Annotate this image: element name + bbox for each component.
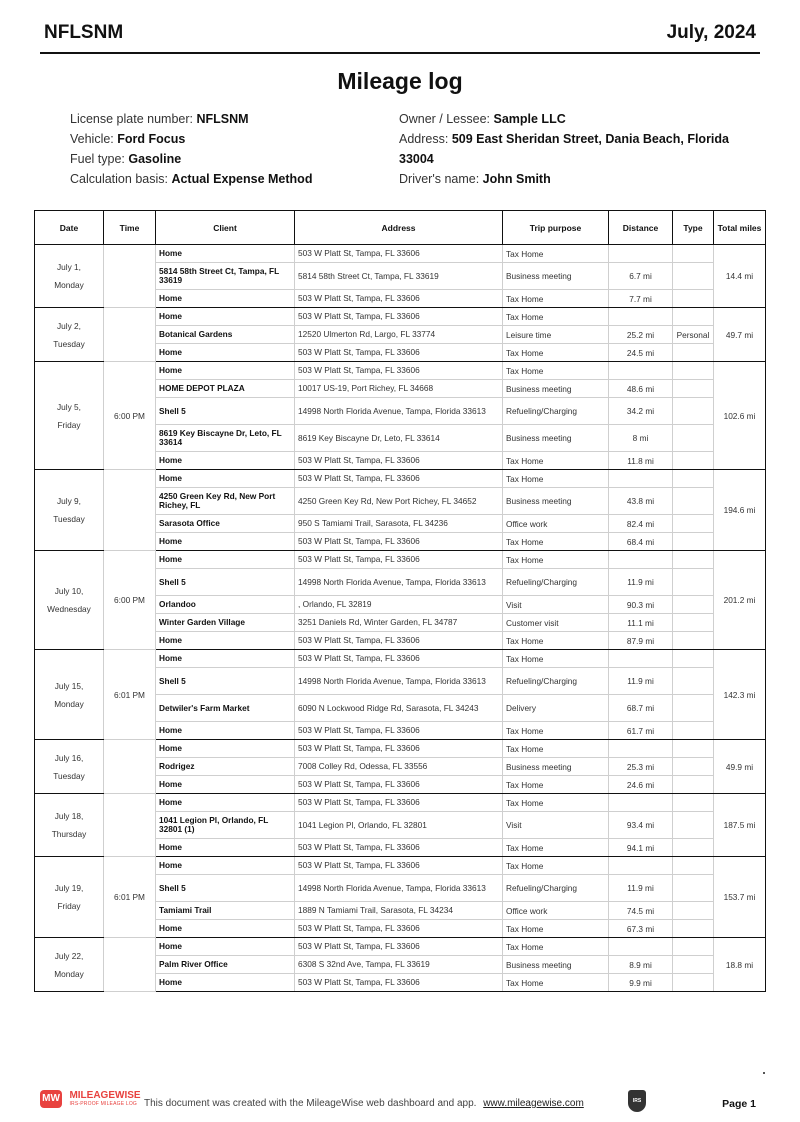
purpose-cell: Tax Home bbox=[503, 650, 609, 668]
type-cell bbox=[673, 425, 714, 452]
type-cell bbox=[673, 614, 714, 632]
client-cell: Home bbox=[156, 722, 295, 740]
distance-cell: 7.7 mi bbox=[609, 290, 673, 308]
purpose-cell: Visit bbox=[503, 596, 609, 614]
address-cell: 503 W Platt St, Tampa, FL 33606 bbox=[295, 632, 503, 650]
info-label: Calculation basis: bbox=[70, 172, 172, 186]
info-value: NFLSNM bbox=[196, 112, 249, 126]
distance-cell bbox=[609, 740, 673, 758]
client-cell: Home bbox=[156, 344, 295, 362]
address-cell: 950 S Tamiami Trail, Sarasota, FL 34236 bbox=[295, 515, 503, 533]
client-cell: 5814 58th Street Ct, Tampa, FL 33619 bbox=[156, 263, 295, 290]
client-cell: Botanical Gardens bbox=[156, 326, 295, 344]
distance-cell bbox=[609, 362, 673, 380]
time-cell bbox=[104, 308, 156, 362]
client-cell: Orlandoo bbox=[156, 596, 295, 614]
distance-cell: 67.3 mi bbox=[609, 920, 673, 938]
distance-cell bbox=[609, 551, 673, 569]
client-cell: Home bbox=[156, 920, 295, 938]
distance-cell: 61.7 mi bbox=[609, 722, 673, 740]
purpose-cell: Delivery bbox=[503, 695, 609, 722]
address-cell: 503 W Platt St, Tampa, FL 33606 bbox=[295, 776, 503, 794]
weekday-label: Tuesday bbox=[53, 770, 85, 781]
distance-cell: 68.7 mi bbox=[609, 695, 673, 722]
table-row bbox=[35, 362, 766, 380]
info-label: Vehicle: bbox=[70, 132, 118, 146]
client-cell: Detwiler's Farm Market bbox=[156, 695, 295, 722]
info-line bbox=[399, 129, 739, 169]
address-cell: 503 W Platt St, Tampa, FL 33606 bbox=[295, 857, 503, 875]
info-value: Sample LLC bbox=[493, 112, 566, 126]
footer-link[interactable]: www.mileagewise.com bbox=[483, 1098, 584, 1109]
distance-cell: 6.7 mi bbox=[609, 263, 673, 290]
col-address: Address bbox=[295, 211, 503, 245]
date-label: July 2, bbox=[57, 320, 81, 331]
address-cell: 14998 North Florida Avenue, Tampa, Florida 33613 bbox=[295, 398, 503, 425]
type-cell bbox=[673, 551, 714, 569]
purpose-cell: Tax Home bbox=[503, 290, 609, 308]
type-cell bbox=[673, 380, 714, 398]
date-cell bbox=[35, 470, 104, 551]
address-cell: 503 W Platt St, Tampa, FL 33606 bbox=[295, 362, 503, 380]
info-left-block bbox=[70, 109, 390, 189]
distance-cell: 11.8 mi bbox=[609, 452, 673, 470]
info-right-block bbox=[399, 109, 739, 189]
client-cell: Palm River Office bbox=[156, 956, 295, 974]
distance-cell: 87.9 mi bbox=[609, 632, 673, 650]
type-cell bbox=[673, 794, 714, 812]
type-cell bbox=[673, 920, 714, 938]
client-cell: Home bbox=[156, 290, 295, 308]
mileagewise-logo-icon: MW bbox=[40, 1090, 62, 1108]
weekday-label: Monday bbox=[54, 698, 84, 709]
distance-cell: 82.4 mi bbox=[609, 515, 673, 533]
distance-cell: 25.2 mi bbox=[609, 326, 673, 344]
client-cell: 1041 Legion Pl, Orlando, FL 32801 (1) bbox=[156, 812, 295, 839]
client-cell: Home bbox=[156, 533, 295, 551]
distance-cell bbox=[609, 470, 673, 488]
page-number: Page 1 bbox=[722, 1098, 756, 1110]
info-line bbox=[70, 149, 390, 169]
table-row bbox=[35, 308, 766, 326]
page-header bbox=[40, 18, 760, 54]
purpose-cell: Tax Home bbox=[503, 722, 609, 740]
type-cell bbox=[673, 488, 714, 515]
logo-tagline: IRS-PROOF MILEAGE LOG bbox=[69, 1100, 137, 1107]
type-cell bbox=[673, 812, 714, 839]
header-plate: NFLSNM bbox=[44, 22, 124, 43]
purpose-cell: Business meeting bbox=[503, 425, 609, 452]
distance-cell: 24.5 mi bbox=[609, 344, 673, 362]
col-trip-purpose: Trip purpose bbox=[503, 211, 609, 245]
footer-note bbox=[144, 1098, 584, 1109]
time-cell: 6:00 PM bbox=[104, 362, 156, 470]
time-cell: 6:01 PM bbox=[104, 650, 156, 740]
address-cell: 1041 Legion Pl, Orlando, FL 32801 bbox=[295, 812, 503, 839]
date-cell bbox=[35, 245, 104, 308]
table-row bbox=[35, 794, 766, 812]
purpose-cell: Tax Home bbox=[503, 470, 609, 488]
purpose-cell: Leisure time bbox=[503, 326, 609, 344]
info-label: Owner / Lessee: bbox=[399, 112, 494, 126]
info-value: 509 East Sheridan Street, Dania Beach, Florida 33004 bbox=[399, 132, 729, 166]
address-cell: 503 W Platt St, Tampa, FL 33606 bbox=[295, 452, 503, 470]
type-cell bbox=[673, 875, 714, 902]
col-client: Client bbox=[156, 211, 295, 245]
client-cell: Shell 5 bbox=[156, 569, 295, 596]
distance-cell: 90.3 mi bbox=[609, 596, 673, 614]
address-cell: 503 W Platt St, Tampa, FL 33606 bbox=[295, 290, 503, 308]
table-row bbox=[35, 740, 766, 758]
purpose-cell: Refueling/Charging bbox=[503, 398, 609, 425]
date-label: July 18, bbox=[54, 811, 84, 821]
table-row bbox=[35, 938, 766, 956]
purpose-cell: Tax Home bbox=[503, 740, 609, 758]
info-value: John Smith bbox=[482, 172, 551, 186]
distance-cell: 8 mi bbox=[609, 425, 673, 452]
address-cell: 14998 North Florida Avenue, Tampa, Florida 33613 bbox=[295, 875, 503, 902]
purpose-cell: Tax Home bbox=[503, 308, 609, 326]
type-cell bbox=[673, 974, 714, 992]
distance-cell bbox=[609, 308, 673, 326]
weekday-label: Friday bbox=[57, 419, 81, 430]
date-cell bbox=[35, 308, 104, 362]
address-cell: 503 W Platt St, Tampa, FL 33606 bbox=[295, 920, 503, 938]
purpose-cell: Office work bbox=[503, 902, 609, 920]
address-cell: 7008 Colley Rd, Odessa, FL 33556 bbox=[295, 758, 503, 776]
date-label: July 16, bbox=[54, 752, 84, 763]
address-cell: 503 W Platt St, Tampa, FL 33606 bbox=[295, 551, 503, 569]
distance-cell: 34.2 mi bbox=[609, 398, 673, 425]
date-label: July 5, bbox=[57, 401, 81, 412]
info-value: Actual Expense Method bbox=[171, 172, 313, 186]
total-miles-cell: 142.3 mi bbox=[714, 650, 766, 740]
client-cell: 8619 Key Biscayne Dr, Leto, FL 33614 bbox=[156, 425, 295, 452]
logo-name: MILEAGEWISE bbox=[69, 1089, 141, 1101]
type-cell bbox=[673, 245, 714, 263]
weekday-label: Friday bbox=[57, 901, 81, 911]
total-miles-cell: 14.4 mi bbox=[714, 245, 766, 308]
total-miles-cell: 102.6 mi bbox=[714, 362, 766, 470]
distance-cell: 94.1 mi bbox=[609, 839, 673, 857]
client-cell: Winter Garden Village bbox=[156, 614, 295, 632]
mileage-table bbox=[34, 210, 766, 992]
address-cell: 503 W Platt St, Tampa, FL 33606 bbox=[295, 740, 503, 758]
time-cell bbox=[104, 794, 156, 857]
col-type: Type bbox=[673, 211, 714, 245]
date-cell bbox=[35, 362, 104, 470]
type-cell bbox=[673, 956, 714, 974]
info-line bbox=[70, 169, 390, 189]
date-cell bbox=[35, 794, 104, 857]
distance-cell: 11.9 mi bbox=[609, 569, 673, 596]
distance-cell: 25.3 mi bbox=[609, 758, 673, 776]
info-label: Fuel type: bbox=[70, 152, 129, 166]
client-cell: Home bbox=[156, 650, 295, 668]
purpose-cell: Office work bbox=[503, 515, 609, 533]
weekday-label: Monday bbox=[54, 280, 84, 290]
client-cell: Rodrigez bbox=[156, 758, 295, 776]
info-line bbox=[399, 169, 739, 189]
address-cell: 503 W Platt St, Tampa, FL 33606 bbox=[295, 245, 503, 263]
purpose-cell: Tax Home bbox=[503, 839, 609, 857]
purpose-cell: Business meeting bbox=[503, 758, 609, 776]
purpose-cell: Business meeting bbox=[503, 380, 609, 398]
client-cell: Tamiami Trail bbox=[156, 902, 295, 920]
purpose-cell: Tax Home bbox=[503, 245, 609, 263]
header-period: July, 2024 bbox=[666, 22, 756, 43]
weekday-label: Monday bbox=[54, 968, 84, 979]
type-cell bbox=[673, 362, 714, 380]
purpose-cell: Tax Home bbox=[503, 920, 609, 938]
document-title: Mileage log bbox=[337, 68, 463, 94]
distance-cell: 93.4 mi bbox=[609, 812, 673, 839]
date-cell bbox=[35, 551, 104, 650]
address-cell: 503 W Platt St, Tampa, FL 33606 bbox=[295, 308, 503, 326]
type-cell bbox=[673, 569, 714, 596]
distance-cell: 8.9 mi bbox=[609, 956, 673, 974]
type-cell bbox=[673, 308, 714, 326]
address-cell: 14998 North Florida Avenue, Tampa, Florida 33613 bbox=[295, 569, 503, 596]
address-cell: 503 W Platt St, Tampa, FL 33606 bbox=[295, 938, 503, 956]
type-cell bbox=[673, 857, 714, 875]
type-cell bbox=[673, 740, 714, 758]
date-label: July 10, bbox=[54, 586, 84, 596]
client-cell: HOME DEPOT PLAZA bbox=[156, 380, 295, 398]
table-row bbox=[35, 857, 766, 875]
date-cell bbox=[35, 938, 104, 992]
type-cell bbox=[673, 938, 714, 956]
client-cell: Home bbox=[156, 632, 295, 650]
date-label: July 19, bbox=[54, 883, 84, 893]
address-cell: 1889 N Tamiami Trail, Sarasota, FL 34234 bbox=[295, 902, 503, 920]
total-miles-cell: 194.6 mi bbox=[714, 470, 766, 551]
distance-cell: 48.6 mi bbox=[609, 380, 673, 398]
type-cell bbox=[673, 344, 714, 362]
type-cell bbox=[673, 533, 714, 551]
date-cell bbox=[35, 857, 104, 938]
date-label: July 15, bbox=[54, 680, 84, 691]
table-row bbox=[35, 470, 766, 488]
date-cell bbox=[35, 650, 104, 740]
distance-cell bbox=[609, 857, 673, 875]
distance-cell bbox=[609, 245, 673, 263]
address-cell: 503 W Platt St, Tampa, FL 33606 bbox=[295, 470, 503, 488]
time-cell bbox=[104, 470, 156, 551]
address-cell: 503 W Platt St, Tampa, FL 33606 bbox=[295, 533, 503, 551]
client-cell: Shell 5 bbox=[156, 398, 295, 425]
table-header-row bbox=[35, 211, 766, 245]
info-label: License plate number: bbox=[70, 112, 197, 126]
purpose-cell: Tax Home bbox=[503, 974, 609, 992]
type-cell bbox=[673, 398, 714, 425]
client-cell: Home bbox=[156, 794, 295, 812]
info-value: Ford Focus bbox=[117, 132, 186, 146]
type-cell bbox=[673, 452, 714, 470]
distance-cell: 74.5 mi bbox=[609, 902, 673, 920]
distance-cell bbox=[609, 794, 673, 812]
table-row bbox=[35, 650, 766, 668]
address-cell: 503 W Platt St, Tampa, FL 33606 bbox=[295, 974, 503, 992]
distance-cell: 11.9 mi bbox=[609, 875, 673, 902]
client-cell: Home bbox=[156, 776, 295, 794]
weekday-label: Wednesday bbox=[47, 604, 91, 614]
time-cell bbox=[104, 938, 156, 992]
table-row bbox=[35, 551, 766, 569]
client-cell: Sarasota Office bbox=[156, 515, 295, 533]
address-cell: 8619 Key Biscayne Dr, Leto, FL 33614 bbox=[295, 425, 503, 452]
col-distance: Distance bbox=[609, 211, 673, 245]
table-row bbox=[35, 245, 766, 263]
col-date: Date bbox=[35, 211, 104, 245]
time-cell bbox=[104, 740, 156, 794]
purpose-cell: Business meeting bbox=[503, 488, 609, 515]
stray-dot bbox=[763, 1072, 765, 1074]
type-cell bbox=[673, 839, 714, 857]
info-line bbox=[70, 129, 390, 149]
total-miles-cell: 49.7 mi bbox=[714, 308, 766, 362]
client-cell: Home bbox=[156, 740, 295, 758]
address-cell: 12520 Ulmerton Rd, Largo, FL 33774 bbox=[295, 326, 503, 344]
type-cell bbox=[673, 290, 714, 308]
type-cell bbox=[673, 515, 714, 533]
footer-note-text: This document was created with the MileageWise web dashboard and app. bbox=[144, 1098, 477, 1109]
client-cell: Shell 5 bbox=[156, 668, 295, 695]
purpose-cell: Tax Home bbox=[503, 551, 609, 569]
type-cell bbox=[673, 650, 714, 668]
client-cell: Home bbox=[156, 362, 295, 380]
time-cell: 6:01 PM bbox=[104, 857, 156, 938]
type-cell bbox=[673, 776, 714, 794]
type-cell: Personal bbox=[673, 326, 714, 344]
address-cell: 5814 58th Street Ct, Tampa, FL 33619 bbox=[295, 263, 503, 290]
purpose-cell: Business meeting bbox=[503, 263, 609, 290]
purpose-cell: Tax Home bbox=[503, 452, 609, 470]
client-cell: Home bbox=[156, 452, 295, 470]
address-cell: 14998 North Florida Avenue, Tampa, Florida 33613 bbox=[295, 668, 503, 695]
col-time: Time bbox=[104, 211, 156, 245]
address-cell: 503 W Platt St, Tampa, FL 33606 bbox=[295, 839, 503, 857]
date-label: July 1, bbox=[57, 262, 81, 272]
purpose-cell: Business meeting bbox=[503, 956, 609, 974]
type-cell bbox=[673, 902, 714, 920]
distance-cell: 9.9 mi bbox=[609, 974, 673, 992]
total-miles-cell: 18.8 mi bbox=[714, 938, 766, 992]
purpose-cell: Tax Home bbox=[503, 632, 609, 650]
distance-cell: 11.9 mi bbox=[609, 668, 673, 695]
purpose-cell: Refueling/Charging bbox=[503, 875, 609, 902]
address-cell: 6308 S 32nd Ave, Tampa, FL 33619 bbox=[295, 956, 503, 974]
purpose-cell: Refueling/Charging bbox=[503, 668, 609, 695]
weekday-label: Tuesday bbox=[53, 338, 85, 349]
total-miles-cell: 49.9 mi bbox=[714, 740, 766, 794]
date-label: July 9, bbox=[57, 496, 81, 506]
address-cell: 3251 Daniels Rd, Winter Garden, FL 34787 bbox=[295, 614, 503, 632]
type-cell bbox=[673, 695, 714, 722]
type-cell bbox=[673, 758, 714, 776]
irs-shield-icon: IRS bbox=[628, 1090, 646, 1112]
distance-cell bbox=[609, 938, 673, 956]
address-cell: , Orlando, FL 32819 bbox=[295, 596, 503, 614]
type-cell bbox=[673, 722, 714, 740]
type-cell bbox=[673, 470, 714, 488]
date-cell bbox=[35, 740, 104, 794]
time-cell bbox=[104, 245, 156, 308]
purpose-cell: Tax Home bbox=[503, 362, 609, 380]
col-total-miles: Total miles bbox=[714, 211, 766, 245]
mileagewise-logo bbox=[40, 1090, 141, 1108]
distance-cell: 24.6 mi bbox=[609, 776, 673, 794]
purpose-cell: Tax Home bbox=[503, 344, 609, 362]
info-label: Address: bbox=[399, 132, 452, 146]
date-label: July 22, bbox=[54, 950, 84, 961]
address-cell: 10017 US-19, Port Richey, FL 34668 bbox=[295, 380, 503, 398]
time-cell: 6:00 PM bbox=[104, 551, 156, 650]
weekday-label: Tuesday bbox=[53, 514, 85, 524]
client-cell: Shell 5 bbox=[156, 875, 295, 902]
purpose-cell: Tax Home bbox=[503, 794, 609, 812]
purpose-cell: Tax Home bbox=[503, 938, 609, 956]
purpose-cell: Customer visit bbox=[503, 614, 609, 632]
address-cell: 6090 N Lockwood Ridge Rd, Sarasota, FL 34243 bbox=[295, 695, 503, 722]
type-cell bbox=[673, 596, 714, 614]
distance-cell: 43.8 mi bbox=[609, 488, 673, 515]
distance-cell: 68.4 mi bbox=[609, 533, 673, 551]
address-cell: 503 W Platt St, Tampa, FL 33606 bbox=[295, 794, 503, 812]
purpose-cell: Tax Home bbox=[503, 857, 609, 875]
weekday-label: Thursday bbox=[51, 829, 87, 839]
purpose-cell: Refueling/Charging bbox=[503, 569, 609, 596]
type-cell bbox=[673, 668, 714, 695]
client-cell: Home bbox=[156, 551, 295, 569]
info-line bbox=[399, 109, 739, 129]
address-cell: 503 W Platt St, Tampa, FL 33606 bbox=[295, 722, 503, 740]
info-label: Driver's name: bbox=[399, 172, 483, 186]
address-cell: 503 W Platt St, Tampa, FL 33606 bbox=[295, 650, 503, 668]
client-cell: Home bbox=[156, 308, 295, 326]
client-cell: Home bbox=[156, 938, 295, 956]
distance-cell: 11.1 mi bbox=[609, 614, 673, 632]
client-cell: Home bbox=[156, 245, 295, 263]
client-cell: 4250 Green Key Rd, New Port Richey, FL bbox=[156, 488, 295, 515]
total-miles-cell: 187.5 mi bbox=[714, 794, 766, 857]
purpose-cell: Visit bbox=[503, 812, 609, 839]
type-cell bbox=[673, 632, 714, 650]
client-cell: Home bbox=[156, 974, 295, 992]
distance-cell bbox=[609, 650, 673, 668]
purpose-cell: Tax Home bbox=[503, 776, 609, 794]
info-line bbox=[70, 109, 390, 129]
total-miles-cell: 153.7 mi bbox=[714, 857, 766, 938]
total-miles-cell: 201.2 mi bbox=[714, 551, 766, 650]
page-footer bbox=[40, 1088, 760, 1118]
info-value: Gasoline bbox=[128, 152, 182, 166]
purpose-cell: Tax Home bbox=[503, 533, 609, 551]
type-cell bbox=[673, 263, 714, 290]
client-cell: Home bbox=[156, 470, 295, 488]
client-cell: Home bbox=[156, 857, 295, 875]
address-cell: 4250 Green Key Rd, New Port Richey, FL 34652 bbox=[295, 488, 503, 515]
client-cell: Home bbox=[156, 839, 295, 857]
address-cell: 503 W Platt St, Tampa, FL 33606 bbox=[295, 344, 503, 362]
